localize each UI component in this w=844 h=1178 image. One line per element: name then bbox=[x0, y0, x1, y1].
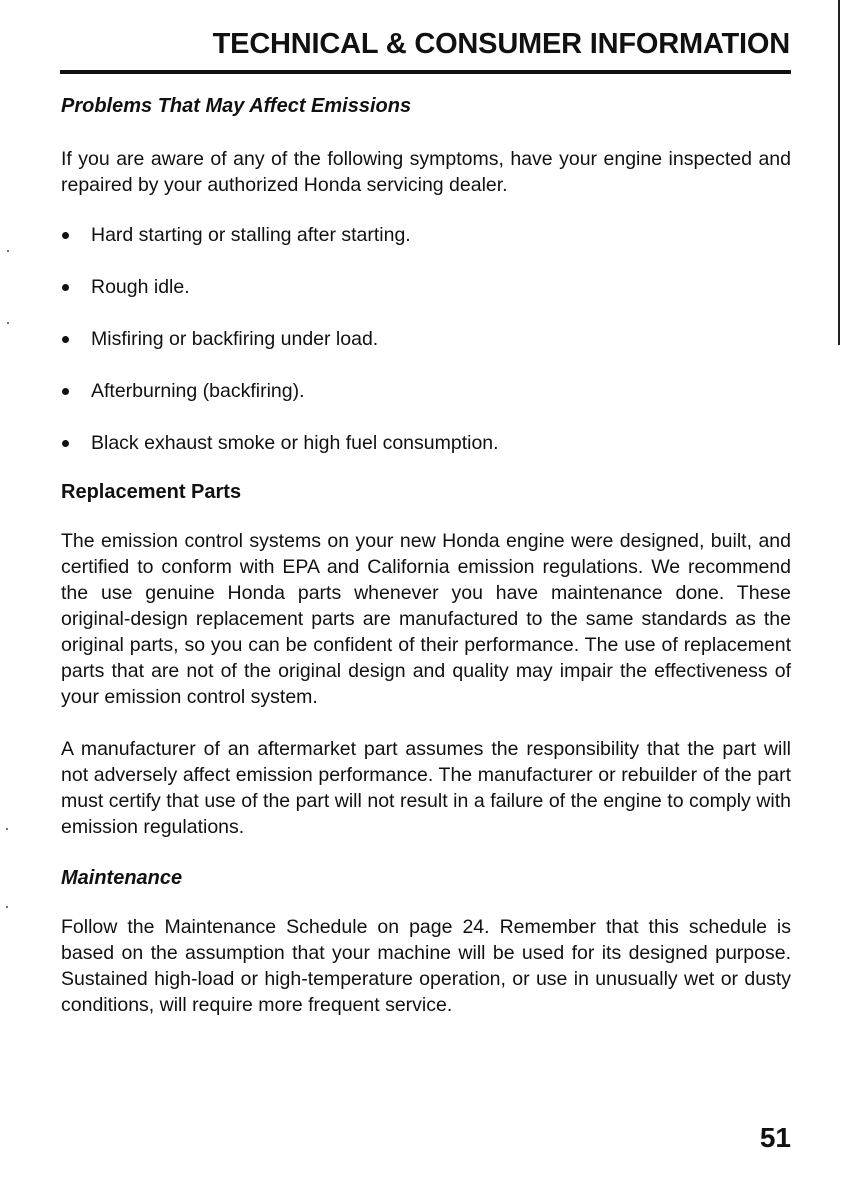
scan-speck bbox=[6, 906, 8, 908]
replacement-paragraph-1: The emission control systems on your new Honda engine were designed, built, and certified to conform with EPA and California emission regulations. We recommend the use genuine Honda parts whenever you have maintenance done. These original-design replacement parts are manufactured to the same standards as the original parts, so you can be confident of their performance. The use of replacement parts that are not of the original design and quality may impair the effectiveness of your emission control system. bbox=[61, 530, 791, 708]
maintenance-heading: Maintenance bbox=[61, 867, 183, 889]
maintenance-paragraph: Follow the Maintenance Schedule on page 24. Remember that this schedule is based on the assumption that your machine will be used for its designed purpose. Sustained high-load or high-temperature operation, or use in unusually wet or dusty conditions, will require more frequent service. bbox=[61, 916, 791, 1016]
scan-speck bbox=[7, 322, 9, 324]
page-number: 51 bbox=[759, 1122, 791, 1153]
page-content bbox=[61, 90, 791, 1018]
list-item bbox=[61, 326, 791, 352]
list-item-text: Afterburning (backfiring). bbox=[91, 380, 305, 402]
scan-speck bbox=[7, 250, 9, 252]
header-rule bbox=[60, 70, 791, 74]
list-item bbox=[61, 430, 791, 456]
scan-edge-line bbox=[838, 0, 840, 345]
bullet-icon bbox=[62, 388, 69, 395]
page-header-title: TECHNICAL & CONSUMER INFORMATION bbox=[212, 28, 790, 60]
list-item bbox=[61, 222, 791, 248]
list-item-text: Black exhaust smoke or high fuel consumption. bbox=[91, 432, 499, 454]
list-item-text: Hard starting or stalling after starting. bbox=[91, 224, 411, 246]
problems-intro: If you are aware of any of the following symptoms, have your engine inspected and repaired by your authorized Honda servicing dealer. bbox=[61, 148, 791, 196]
bullet-icon bbox=[62, 336, 69, 343]
replacement-heading: Replacement Parts bbox=[61, 481, 242, 503]
bullet-icon bbox=[62, 284, 69, 291]
replacement-paragraph-2: A manufacturer of an aftermarket part assumes the responsibility that the part will not adversely affect emission performance. The manufacturer or rebuilder of the part must certify that use of the part will not result in a failure of the engine to comply with emission regulations. bbox=[61, 738, 791, 838]
problems-heading: Problems That May Affect Emissions bbox=[61, 95, 412, 117]
bullet-icon bbox=[62, 232, 69, 239]
list-item-text: Rough idle. bbox=[91, 276, 190, 298]
list-item-text: Misfiring or backfiring under load. bbox=[91, 328, 379, 350]
symptom-list bbox=[61, 222, 791, 456]
list-item bbox=[61, 378, 791, 404]
list-item bbox=[61, 274, 791, 300]
bullet-icon bbox=[62, 440, 69, 447]
scan-speck bbox=[6, 828, 8, 830]
